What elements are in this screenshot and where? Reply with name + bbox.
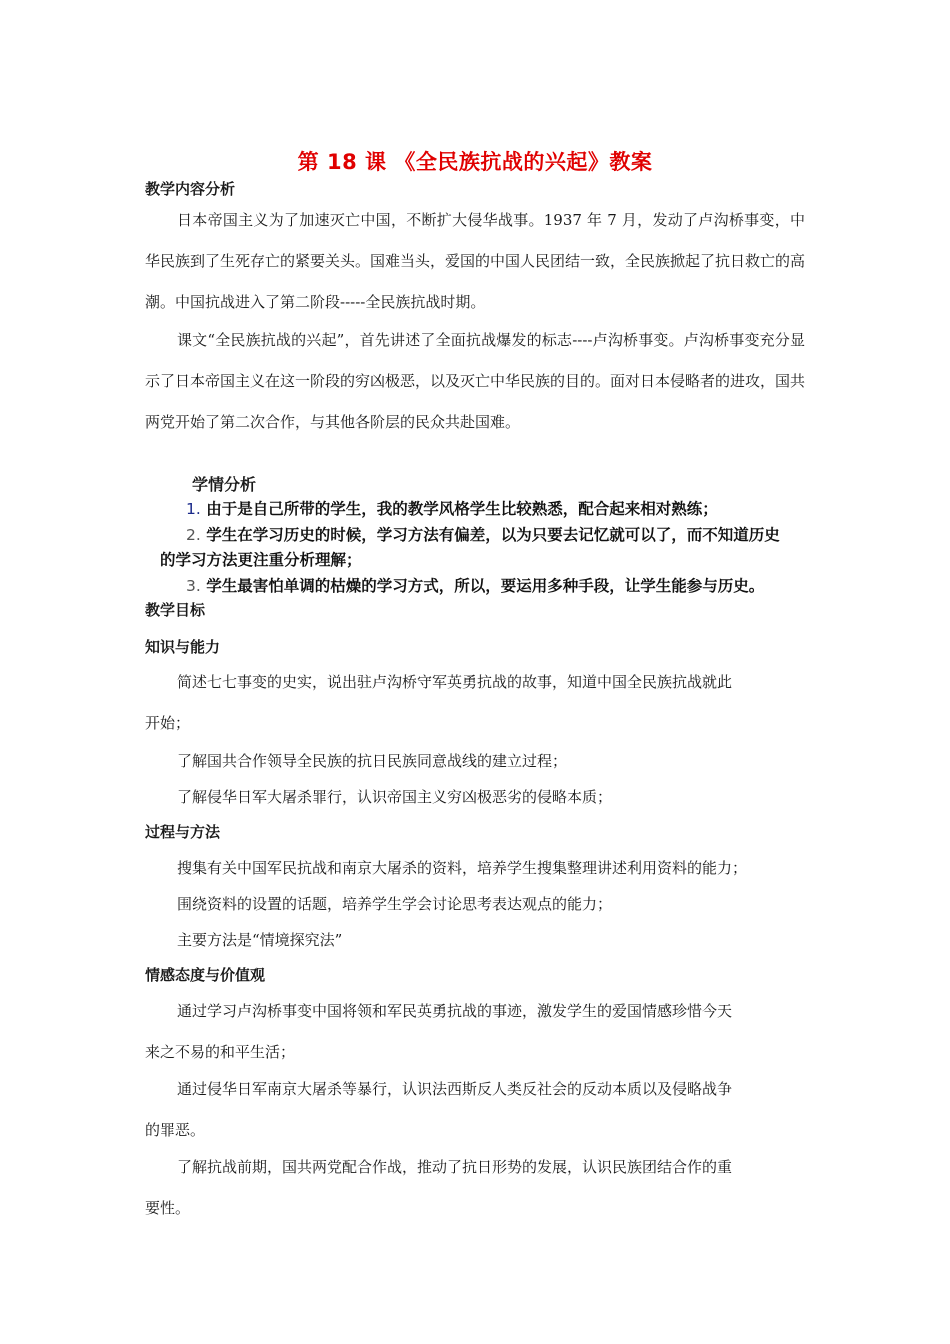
student-item-3	[186, 574, 764, 596]
document-title: 第 18 课 《全民族抗战的兴起》教案	[297, 150, 653, 174]
knowledge-line-3: 了解侵华日军大屠杀罪行，认识帝国主义穷凶极恶劣的侵略本质；	[177, 788, 613, 806]
item-text: 学生在学习历史的时候，学习方法有偏差，以为只要去记忆就可以了，而不知道历史	[206, 526, 780, 544]
paragraph-content-2: 课文“全民族抗战的兴起”，首先讲述了全面抗战爆发的标志----卢沟桥事变。卢沟桥事变充分显示了日本帝国主义在这一阶段的穷凶极恶，以及灭亡中华民族的目的。面对日本侵略者的进攻，国共两党开始了第二次合作，与其他各阶层的民众共赴国难。	[145, 331, 806, 431]
process-line-1: 搜集有关中国军民抗战和南京大屠杀的资料，培养学生搜集整理讲述利用资料的能力；	[177, 859, 748, 877]
emotion-line-2-cont: 的罪恶。	[145, 1121, 206, 1139]
item-number: 2.	[186, 526, 201, 544]
student-item-2	[186, 523, 780, 545]
heading-knowledge: 知识与能力	[145, 638, 221, 656]
item-number: 3.	[186, 577, 201, 595]
emotion-line-1: 通过学习卢沟桥事变中国将领和军民英勇抗战的事迹，激发学生的爱国情感珍惜今天	[177, 1002, 733, 1020]
emotion-line-1-cont: 来之不易的和平生活；	[145, 1043, 296, 1061]
heading-emotion: 情感态度与价值观	[145, 966, 266, 984]
knowledge-line-1-cont: 开始；	[145, 714, 191, 732]
process-line-3: 主要方法是“情境探究法”	[177, 931, 343, 949]
knowledge-line-1: 简述七七事变的史实，说出驻卢沟桥守军英勇抗战的故事，知道中国全民族抗战就此	[177, 673, 733, 691]
heading-objectives: 教学目标	[145, 601, 206, 619]
item-number: 1.	[186, 500, 201, 518]
knowledge-line-2: 了解国共合作领导全民族的抗日民族同意战线的建立过程；	[177, 752, 568, 770]
process-line-2: 围绕资料的设置的话题，培养学生学会讨论思考表达观点的能力；	[177, 895, 613, 913]
heading-process: 过程与方法	[145, 823, 221, 841]
heading-student-analysis: 学情分析	[192, 475, 257, 494]
student-item-2-cont: 的学习方法更注重分析理解；	[160, 551, 362, 569]
heading-content-analysis: 教学内容分析	[145, 180, 236, 198]
item-text: 由于是自己所带的学生，我的教学风格学生比较熟悉，配合起来相对熟练；	[206, 500, 718, 518]
item-text: 学生最害怕单调的枯燥的学习方式，所以，要运用多种手段，让学生能参与历史。	[206, 577, 765, 595]
paragraph-content-1: 日本帝国主义为了加速灭亡中国，不断扩大侵华战事。1937 年 7 月，发动了卢沟桥事变，中华民族到了生死存亡的紧要关头。国难当头，爱国的中国人民团结一致，全民族掀起了抗日救亡的高潮。中国抗战进入了第二阶段-----全民族抗战时期。	[145, 211, 806, 311]
emotion-line-3: 了解抗战前期，国共两党配合作战，推动了抗日形势的发展，认识民族团结合作的重	[177, 1158, 733, 1176]
emotion-line-2: 通过侵华日军南京大屠杀等暴行，认识法西斯反人类反社会的反动本质以及侵略战争	[177, 1080, 733, 1098]
emotion-line-3-cont: 要性。	[145, 1199, 191, 1217]
student-item-1	[186, 497, 718, 519]
